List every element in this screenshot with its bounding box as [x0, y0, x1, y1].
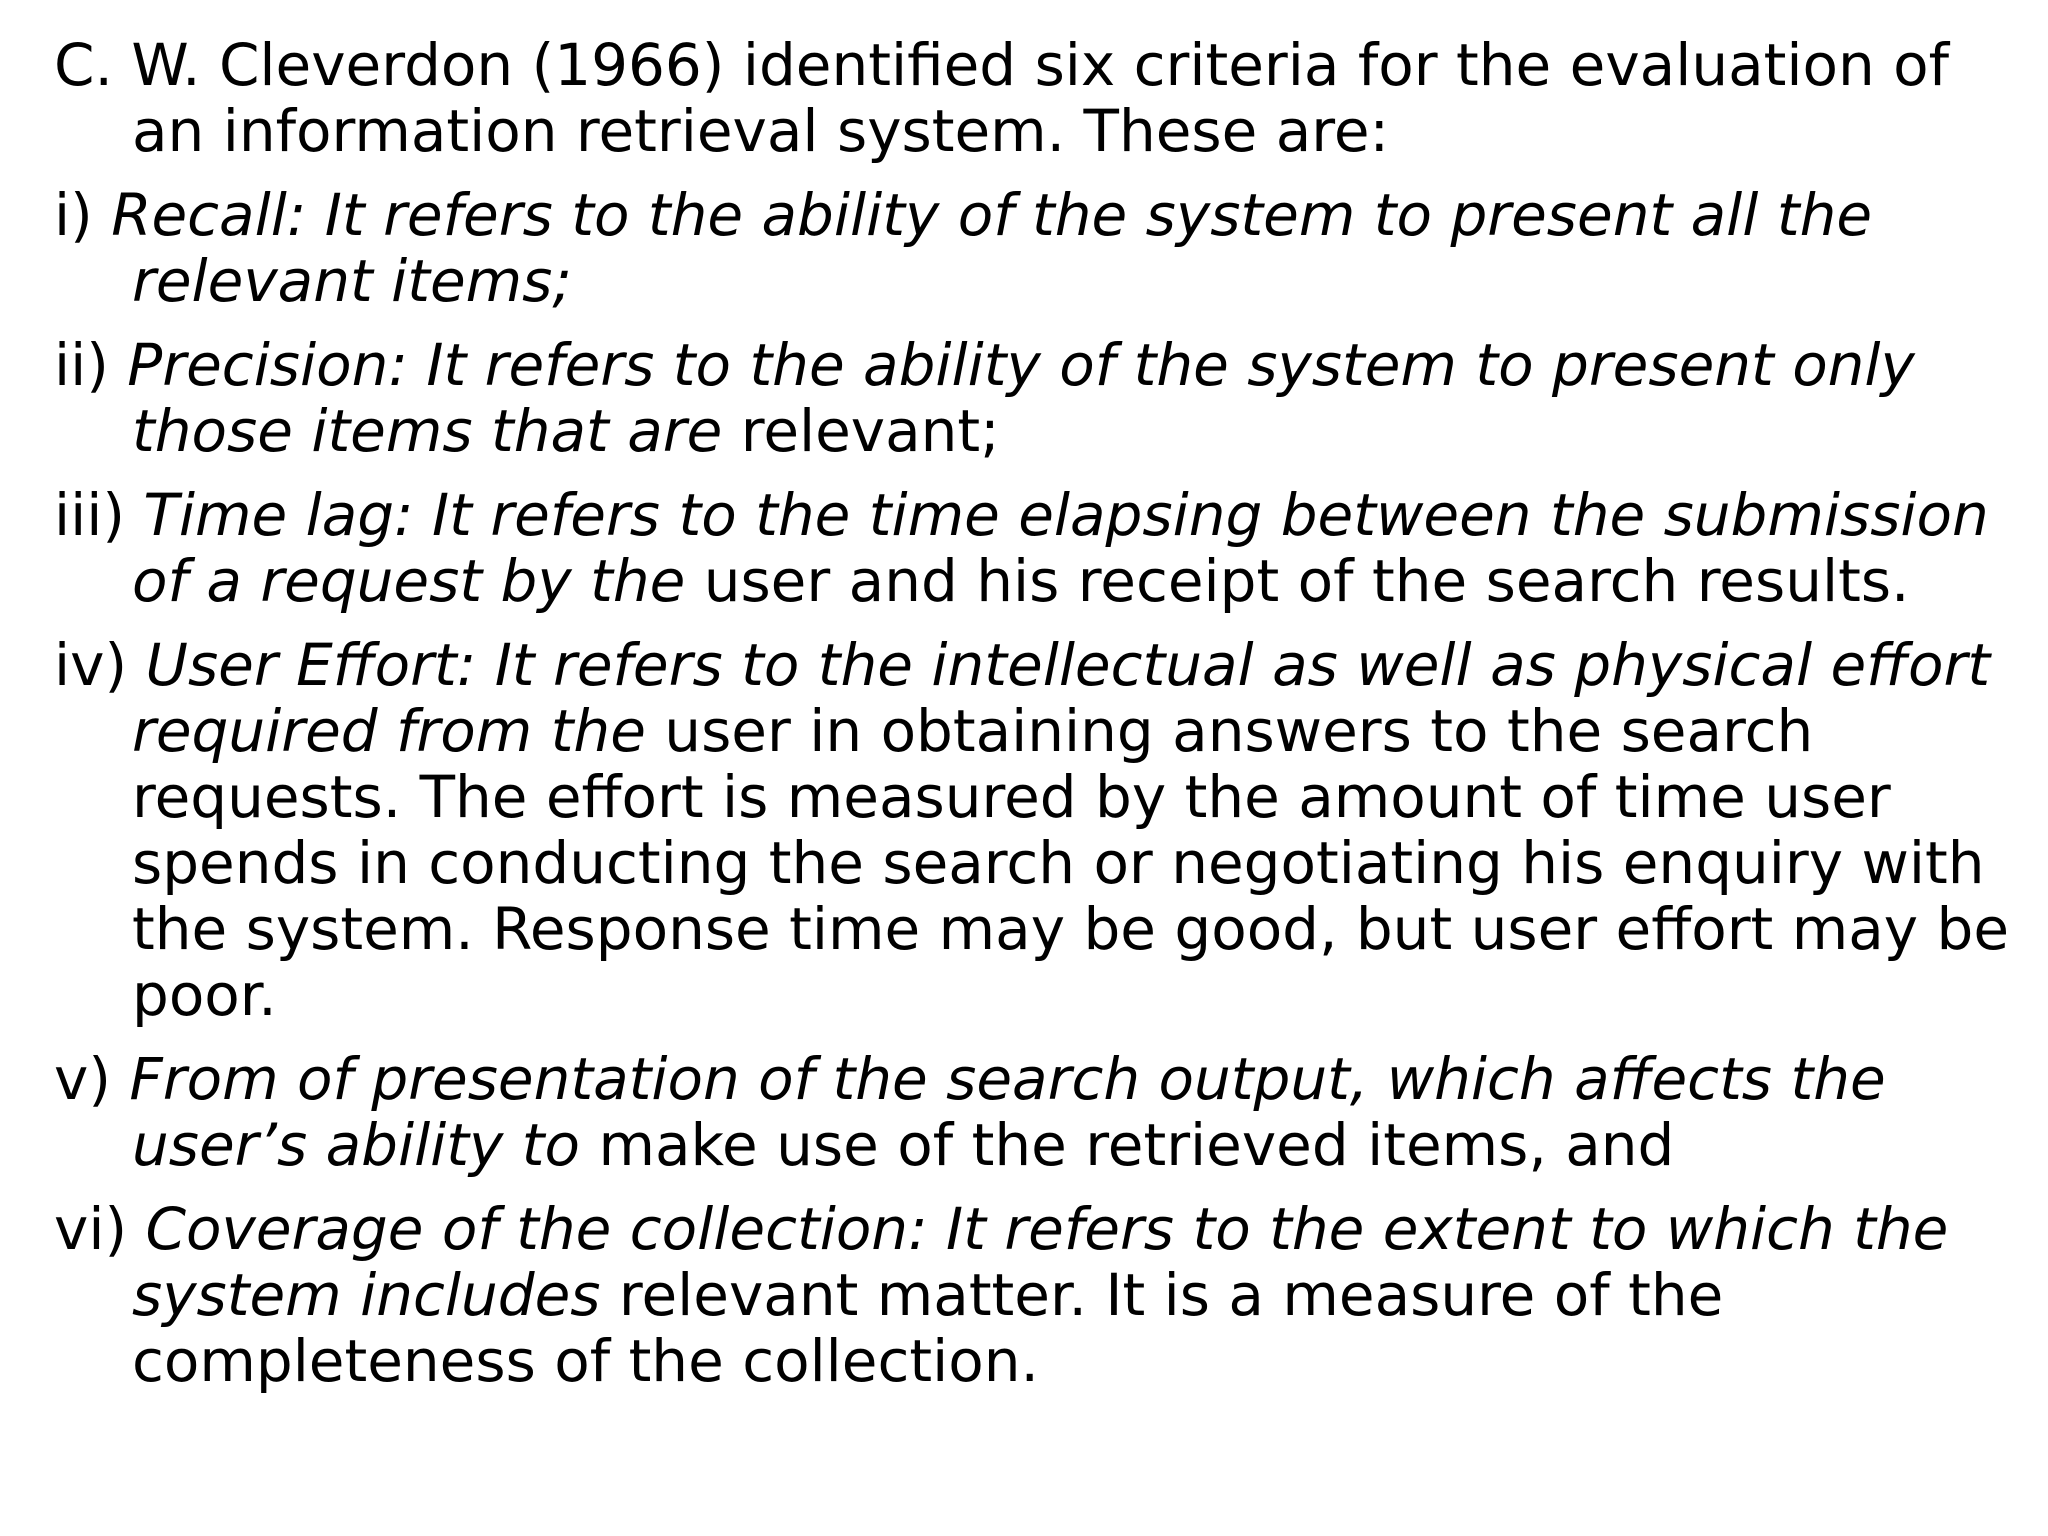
criterion-italic-text: Time lag: It refers to the time elapsing between the submission of a request by the [132, 481, 1989, 615]
criterion-text: make use of the retrieved items, and [580, 1111, 1675, 1179]
criterion-italic-text: Precision: It refers to the ability of the system to present only those items that are [127, 331, 1915, 465]
criterion-label: v) [54, 1045, 130, 1113]
criterion-text: user and his receipt of the search results. [685, 547, 1910, 615]
criterion-label: ii) [54, 331, 128, 399]
intro-paragraph [54, 32, 2014, 164]
criterion-italic-text: User Effort: It refers to the intellectual as well as physical effort required from the [132, 631, 1991, 765]
criterion-label: vi) [54, 1195, 146, 1263]
intro-text: C. W. Cleverdon (1966) identified six criteria for the evaluation of an information retrieval system. These are: [54, 31, 1950, 165]
criterion-coverage [54, 1196, 2014, 1394]
criterion-time-lag [54, 482, 2014, 614]
criterion-text: relevant; [722, 397, 1000, 465]
criterion-italic-text: Recall: It refers to the ability of the system to present all the relevant items; [111, 181, 1873, 315]
criterion-italic-text: Coverage of the collection: It refers to the extent to which the system includes [132, 1195, 1949, 1329]
criterion-text: relevant matter. It is a measure of the completeness of the collection. [132, 1261, 1724, 1395]
criterion-presentation [54, 1046, 2014, 1178]
criterion-label: iii) [54, 481, 144, 549]
criterion-label: iv) [54, 631, 146, 699]
criterion-user-effort [54, 632, 2014, 1028]
criterion-label: i) [54, 181, 112, 249]
criterion-italic-text: From of presentation of the search output, which affects the user’s ability to [129, 1045, 1886, 1179]
criterion-precision [54, 332, 2014, 464]
criterion-text: user in obtaining answers to the search requests. The effort is measured by the amount of time user spends in conducting the search or negotiating his enquiry with the system. Response time may be good, but user effort may be poor. [132, 697, 2010, 1029]
criterion-recall [54, 182, 2014, 314]
slide-body [54, 32, 2014, 1412]
